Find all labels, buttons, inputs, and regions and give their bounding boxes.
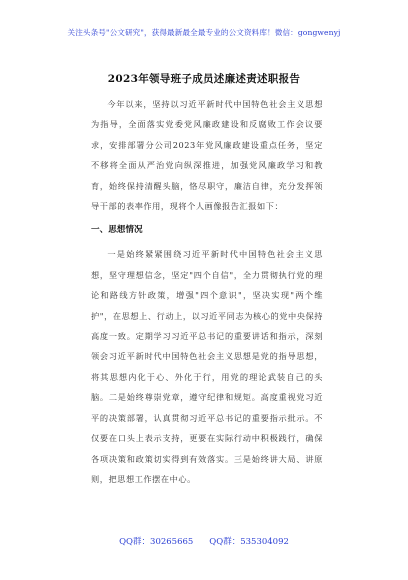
- section-heading-thought: 一、思想情况: [91, 225, 143, 236]
- footer-qq-group-2: QQ群：535304092: [209, 537, 289, 547]
- document-body: [91, 94, 323, 489]
- section-paragraph: 一是始终紧紧围绕习近平新时代中国特色社会主义思想，坚守理想信念，坚定"四个自信"，全力贯彻执行党的理论和路线方针政策，增强"四个意识"，坚决实现"两个维护"，在思想上、行动上，以习近平同志为核心的党中央保持高度一致。定期学习习近平总书记的重要讲话和指示，深刻领会习近平新时代中国特色社会主义思想是党的指导思想，将其思想内化于心、外化于行，用党的理论武装自己的头脑。二是始终尊崇党章，遵守纪律和规矩。高度重视党习近平的决策部署，认真贯彻习近平总书记的重要指示批示。不仅要在口头上表示支持，更要在实际行动中积极践行，确保各项决策和政策切实得到有效落实。三是始终讲大局、讲原则，把思想工作摆在中心。: [91, 249, 323, 484]
- intro-paragraph: 今年以来，坚持以习近平新时代中国特色社会主义思想为指导，全面落实党委党风廉政建设和反腐败工作会议要求，安排部署分公司2023年党风廉政建设重点任务，坚定不移将全面从严治党向纵深推进，加强党风廉政学习和教育，始终保持清醒头脑，恪尽职守，廉洁自律，充分发挥领导干部的表率作用，现将个人画像报告汇报如下：: [91, 99, 323, 212]
- footer-qq-groups: [0, 535, 408, 547]
- document-title: 2023年领导班子成员述廉述责述职报告: [107, 73, 301, 85]
- footer-qq-group-1: QQ群：30265665: [119, 537, 194, 547]
- header-banner: 关注头条号"公文研究"，获得最新最全最专业的公文资料库！微信：gongwenyj: [67, 28, 341, 37]
